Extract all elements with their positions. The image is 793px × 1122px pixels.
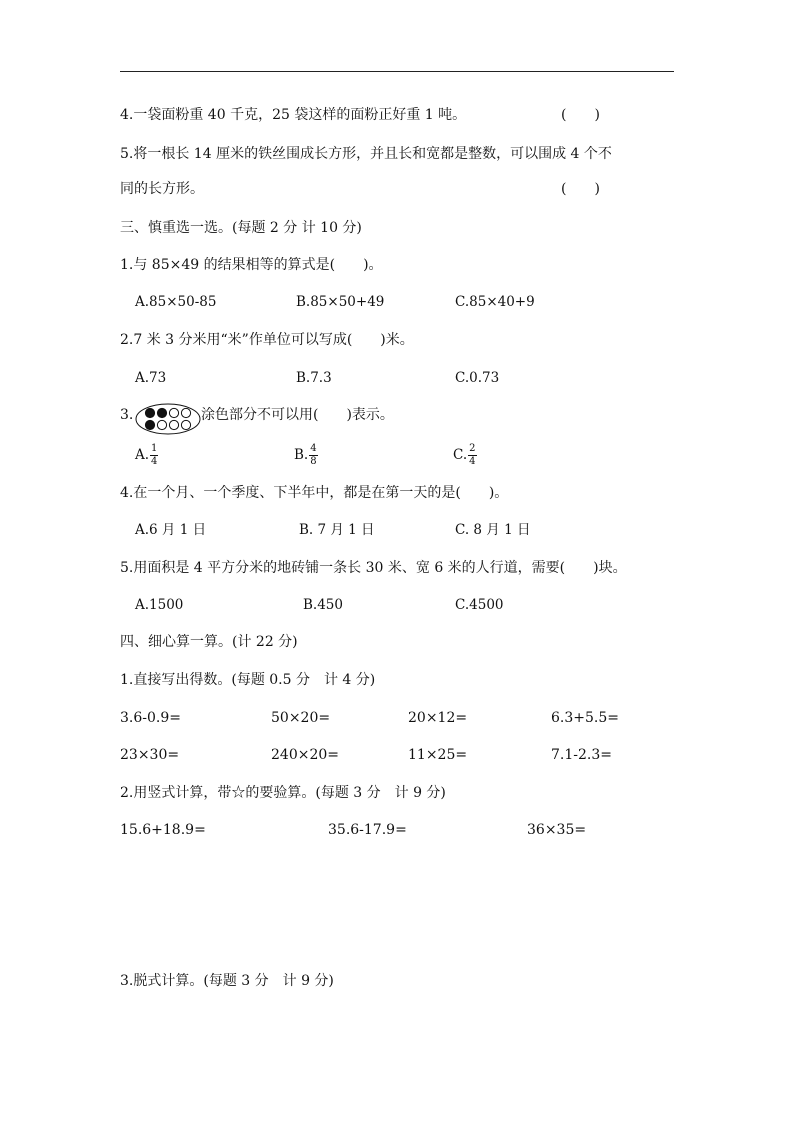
oral-calc-item: 6.3+5.5= [551,710,619,726]
s4-p2-title: 2.用竖式计算，带☆的要验算。(每题 3 分 计 9 分) [120,785,446,801]
s3-q1-option-c: C.85×40+9 [455,294,535,310]
s3-q3-stem: 涂色部分不可以用( )表示。 [201,407,394,423]
s3-q3-number: 3. [120,407,134,423]
oral-calc-item: 3.6-0.9= [120,710,181,726]
s3-q2-option-c: C.0.73 [455,370,500,386]
s3-q3-option-a [135,444,158,467]
s3-q2-stem: 2.7 米 3 分米用“米”作单位可以写成( )米。 [120,332,414,348]
option-letter: C. [453,447,468,463]
s3-q3-option-b [294,444,318,467]
oral-calc-item: 23×30= [120,747,180,763]
fraction-numerator: 1 [151,443,158,454]
s3-q3-option-c [453,444,477,467]
judge-q4: 4.一袋面粉重 40 千克，25 袋这样的面粉正好重 1 吨。 [120,107,467,123]
section4-title: 四、细心算一算。(计 22 分) [120,634,298,650]
fraction-denominator: 4 [151,456,158,467]
circle-shaded [145,420,154,429]
s4-p1-title: 1.直接写出得数。(每题 0.5 分 计 4 分) [120,672,376,688]
s3-q5-stem: 5.用面积是 4 平方分米的地砖铺一条长 30 米、宽 6 米的人行道，需要( )块。 [120,560,627,576]
s3-q4-option-a: A.6 月 1 日 [135,522,207,538]
circle-empty [169,420,178,429]
option-letter: A. [135,447,150,463]
fraction-denominator: 4 [469,456,476,467]
circle-shaded [157,408,166,417]
judge-q4-answer-bracket: ( ) [561,107,600,123]
s3-q4-option-b: B. 7 月 1 日 [299,522,375,538]
fraction-numerator: 2 [469,443,476,454]
circle-empty [169,408,178,417]
s3-q5-option-b: B.450 [303,597,343,613]
circle-empty [181,408,190,417]
judge-q5-line2: 同的长方形。 [120,181,204,197]
judge-q5-line1: 5.将一根长 14 厘米的铁丝围成长方形，并且长和宽都是整数，可以围成 4 个不 [120,146,612,162]
oral-calc-item: 50×20= [271,710,331,726]
oral-calc-item: 240×20= [271,747,339,763]
s3-q5-option-a: A.1500 [135,597,184,613]
s4-p3-title: 3.脱式计算。(每题 3 分 计 9 分) [120,973,334,989]
s3-q1-option-b: B.85×50+49 [296,294,385,310]
fraction [309,444,317,467]
s3-q5-option-c: C.4500 [455,597,504,613]
shaded-circles-figure [135,403,201,435]
s3-q1-option-a: A.85×50-85 [135,294,217,310]
fraction-numerator: 4 [310,443,317,454]
oral-calc-item: 11×25= [408,747,468,763]
option-letter: B. [294,447,309,463]
vertical-calc-item: 36×35= [527,822,587,838]
oral-calc-item: 20×12= [408,710,468,726]
oral-calc-item: 7.1-2.3= [551,747,612,763]
fraction-denominator: 8 [310,456,317,467]
header-rule [120,71,674,72]
s3-q2-option-b: B.7.3 [296,370,332,386]
circle-empty [157,420,166,429]
fraction [468,444,476,467]
section3-title: 三、慎重选一选。(每题 2 分 计 10 分) [120,220,362,236]
figure-outline-ellipse [136,404,200,434]
circle-shaded [145,408,154,417]
vertical-calc-item: 35.6-17.9= [328,822,407,838]
fraction [150,444,158,467]
vertical-calc-item: 15.6+18.9= [120,822,206,838]
judge-q5-answer-bracket: ( ) [561,181,600,197]
s3-q4-stem: 4.在一个月、一个季度、下半年中，都是在第一天的是( )。 [120,485,509,501]
s3-q4-option-c: C. 8 月 1 日 [455,522,531,538]
circle-empty [181,420,190,429]
s3-q1-stem: 1.与 85×49 的结果相等的算式是( )。 [120,257,383,273]
s3-q2-option-a: A.73 [135,370,167,386]
